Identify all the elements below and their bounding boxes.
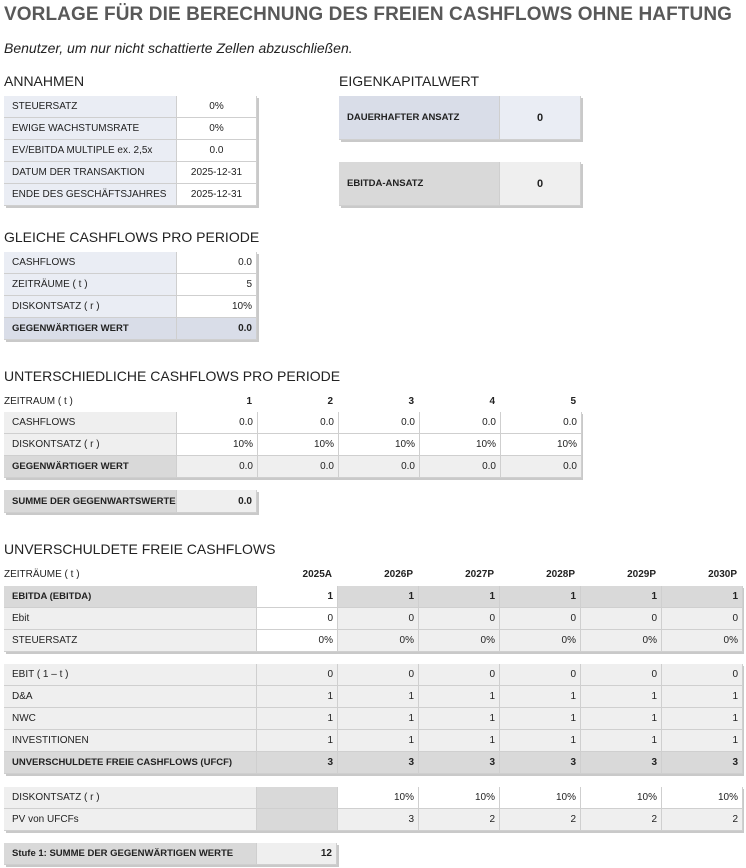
unterschiedliche-value: 0.0 — [339, 456, 420, 478]
summe-value: 0.0 — [177, 490, 257, 513]
annahmen-value: 2025-12-31 — [177, 162, 257, 184]
ufcf-row-label: EBIT ( 1 – t ) — [4, 664, 257, 686]
summe-label: SUMME DER GEGENWARTSWERTE — [4, 490, 177, 513]
ufcf-row-value: 1 — [419, 586, 500, 608]
gleiche-label: CASHFLOWS — [4, 252, 177, 274]
gleiche-label: GEGENWÄRTIGER WERT — [4, 318, 177, 340]
ufcf-row-value: 0 — [581, 608, 662, 630]
period-header: 4 — [489, 396, 495, 407]
ufcf-row-value: 1 — [338, 586, 419, 608]
ufcf-row-value: 1 — [500, 730, 581, 752]
annahmen-box — [4, 96, 257, 206]
annahmen-value: 0% — [177, 96, 257, 118]
ufcf-row-value: 3 — [338, 752, 419, 774]
ufcf-row-value: 1 — [338, 708, 419, 730]
ebitda-ansatz-label: EBITDA-ANSATZ — [339, 162, 500, 206]
ufcf-row-value: 2 — [500, 809, 581, 831]
ufcf-row-value: 0 — [581, 664, 662, 686]
ufcf-block1-box — [4, 586, 742, 652]
summe-box — [4, 490, 257, 513]
ufcf-row-value: 1 — [257, 708, 338, 730]
stufe-box — [4, 843, 337, 865]
ufcf-row-value: 1 — [419, 686, 500, 708]
dauerhaft-box — [339, 96, 581, 140]
eigenkapital-heading: EIGENKAPITALWERT — [339, 73, 480, 89]
stufe-label: Stufe 1: SUMME DER GEGENWÄRTIGEN WERTE — [4, 843, 257, 865]
ufcf-row-value: 0 — [257, 608, 338, 630]
ufcf-row-value: 0 — [338, 664, 419, 686]
zeitraeume-label: ZEITRÄUME ( t ) — [4, 569, 80, 580]
ufcf-row-value: 1 — [419, 730, 500, 752]
page-subtitle: Benutzer, um nur nicht schattierte Zellen abzuschließen. — [4, 40, 353, 56]
ufcf-row-value: 0 — [662, 608, 743, 630]
ebitda-ansatz-value: 0 — [500, 162, 581, 206]
ufcf-row-value: 1 — [581, 730, 662, 752]
zeitraum-label: ZEITRAUM ( t ) — [4, 396, 73, 407]
ufcf-row-value: 10% — [419, 787, 500, 809]
ufcf-row-value — [257, 787, 338, 809]
ufcf-row-value: 0% — [419, 630, 500, 652]
unterschiedliche-value: 0.0 — [339, 412, 420, 434]
gleiche-heading: GLEICHE CASHFLOWS PRO PERIODE — [4, 229, 260, 245]
unterschiedliche-value: 10% — [339, 434, 420, 456]
gleiche-value: 10% — [177, 296, 257, 318]
ufcf-row-value: 2 — [662, 809, 743, 831]
ufcf-row-value: 1 — [500, 708, 581, 730]
unterschiedliche-label: DISKONTSATZ ( r ) — [4, 434, 177, 456]
annahmen-label: EWIGE WACHSTUMSRATE — [4, 118, 177, 140]
annahmen-heading: ANNAHMEN — [4, 73, 85, 89]
ufcf-row-value: 1 — [500, 686, 581, 708]
ufcf-block3-box — [4, 787, 742, 831]
ufcf-row-value: 10% — [500, 787, 581, 809]
unterschiedliche-value: 0.0 — [501, 412, 582, 434]
ufcf-row-value: 2 — [581, 809, 662, 831]
unterschiedliche-value: 0.0 — [258, 456, 339, 478]
annahmen-label: DATUM DER TRANSAKTION — [4, 162, 177, 184]
ufcf-row-value: 2 — [419, 809, 500, 831]
unterschiedliche-value: 0.0 — [258, 412, 339, 434]
unterschiedliche-value: 10% — [258, 434, 339, 456]
unterschiedliche-heading: UNTERSCHIEDLICHE CASHFLOWS PRO PERIODE — [4, 368, 341, 384]
ufcf-row-value — [257, 809, 338, 831]
period-header: 2 — [327, 396, 333, 407]
ufcf-row-value: 1 — [581, 586, 662, 608]
stufe-value: 12 — [257, 843, 337, 865]
ufcf-row-value: 10% — [662, 787, 743, 809]
ufcf-row-value: 1 — [257, 586, 338, 608]
ufcf-row-value: 0 — [338, 608, 419, 630]
gleiche-value: 0.0 — [177, 252, 257, 274]
ufcf-row-label: Ebit — [4, 608, 257, 630]
ufcf-row-value: 10% — [338, 787, 419, 809]
ufcf-row-value: 1 — [662, 686, 743, 708]
ufcf-row-value: 1 — [257, 730, 338, 752]
period-header: 1 — [246, 396, 252, 407]
ufcf-row-label: STEUERSATZ — [4, 630, 257, 652]
period-header: 3 — [408, 396, 414, 407]
ufcf-row-value: 1 — [419, 708, 500, 730]
unterschiedliche-value: 0.0 — [501, 456, 582, 478]
ufcf-row-value: 3 — [419, 752, 500, 774]
annahmen-value: 2025-12-31 — [177, 184, 257, 206]
ufcf-row-value: 0% — [338, 630, 419, 652]
period-header: 5 — [570, 396, 576, 407]
annahmen-label: ENDE DES GESCHÄFTSJAHRES — [4, 184, 177, 206]
gleiche-value: 5 — [177, 274, 257, 296]
gleiche-label: ZEITRÄUME ( t ) — [4, 274, 177, 296]
ufcf-row-value: 1 — [500, 586, 581, 608]
ufcf-row-value: 1 — [581, 708, 662, 730]
unterschiedliche-label: CASHFLOWS — [4, 412, 177, 434]
ufcf-row-label: UNVERSCHULDETE FREIE CASHFLOWS (UFCF) — [4, 752, 257, 774]
ufcf-row-label: INVESTITIONEN — [4, 730, 257, 752]
ufcf-row-value: 3 — [500, 752, 581, 774]
unterschiedliche-value: 10% — [501, 434, 582, 456]
ufcf-row-value: 1 — [338, 730, 419, 752]
ufcf-row-value: 0 — [257, 664, 338, 686]
ufcf-row-value: 3 — [662, 752, 743, 774]
ufcf-row-label: EBITDA (EBITDA) — [4, 586, 257, 608]
annahmen-value: 0.0 — [177, 140, 257, 162]
ufcf-row-label: DISKONTSATZ ( r ) — [4, 787, 257, 809]
unterschiedliche-value: 0.0 — [177, 456, 258, 478]
unterschiedliche-value: 10% — [177, 434, 258, 456]
unterschiedliche-value: 10% — [420, 434, 501, 456]
ufcf-row-value: 0 — [419, 664, 500, 686]
ufcf-row-value: 0% — [500, 630, 581, 652]
dauerhaft-value: 0 — [500, 96, 581, 140]
ufcf-block2-box — [4, 664, 742, 774]
ufcf-row-value: 0% — [662, 630, 743, 652]
ufcf-period-header: 2030P — [708, 569, 737, 580]
ufcf-period-header: 2029P — [627, 569, 656, 580]
ufcf-row-value: 0% — [257, 630, 338, 652]
unterschiedliche-value: 0.0 — [420, 412, 501, 434]
ufcf-row-value: 0 — [500, 608, 581, 630]
ufcf-row-label: D&A — [4, 686, 257, 708]
ufcf-heading: UNVERSCHULDETE FREIE CASHFLOWS — [4, 541, 276, 557]
ufcf-row-value: 3 — [338, 809, 419, 831]
gleiche-box — [4, 252, 257, 340]
ufcf-row-value: 1 — [581, 686, 662, 708]
ufcf-row-value: 3 — [581, 752, 662, 774]
ufcf-row-value: 1 — [257, 686, 338, 708]
page-title: VORLAGE FÜR DIE BERECHNUNG DES FREIEN CASHFLOWS OHNE HAFTUNG — [4, 4, 733, 25]
ufcf-row-label: PV von UFCFs — [4, 809, 257, 831]
ufcf-period-header: 2025A — [302, 569, 332, 580]
ufcf-row-value: 1 — [662, 730, 743, 752]
dauerhaft-label: DAUERHAFTER ANSATZ — [339, 96, 500, 140]
ufcf-row-value: 0% — [581, 630, 662, 652]
ufcf-row-value: 1 — [338, 686, 419, 708]
annahmen-value: 0% — [177, 118, 257, 140]
annahmen-label: STEUERSATZ — [4, 96, 177, 118]
ufcf-period-header: 2028P — [546, 569, 575, 580]
ufcf-row-label: NWC — [4, 708, 257, 730]
unterschiedliche-value: 0.0 — [420, 456, 501, 478]
unterschiedliche-label: GEGENWÄRTIGER WERT — [4, 456, 177, 478]
gleiche-label: DISKONTSATZ ( r ) — [4, 296, 177, 318]
annahmen-label: EV/EBITDA MULTIPLE ex. 2,5x — [4, 140, 177, 162]
ufcf-row-value: 0 — [500, 664, 581, 686]
ufcf-row-value: 3 — [257, 752, 338, 774]
ufcf-row-value: 0 — [662, 664, 743, 686]
ufcf-period-header: 2027P — [465, 569, 494, 580]
ufcf-row-value: 1 — [662, 586, 743, 608]
ufcf-row-value: 0 — [419, 608, 500, 630]
ebitda-ansatz-box — [339, 162, 581, 206]
gleiche-value: 0.0 — [177, 318, 257, 340]
ufcf-row-value: 10% — [581, 787, 662, 809]
ufcf-row-value: 1 — [662, 708, 743, 730]
ufcf-period-header: 2026P — [384, 569, 413, 580]
unterschiedliche-box — [4, 412, 581, 478]
unterschiedliche-value: 0.0 — [177, 412, 258, 434]
